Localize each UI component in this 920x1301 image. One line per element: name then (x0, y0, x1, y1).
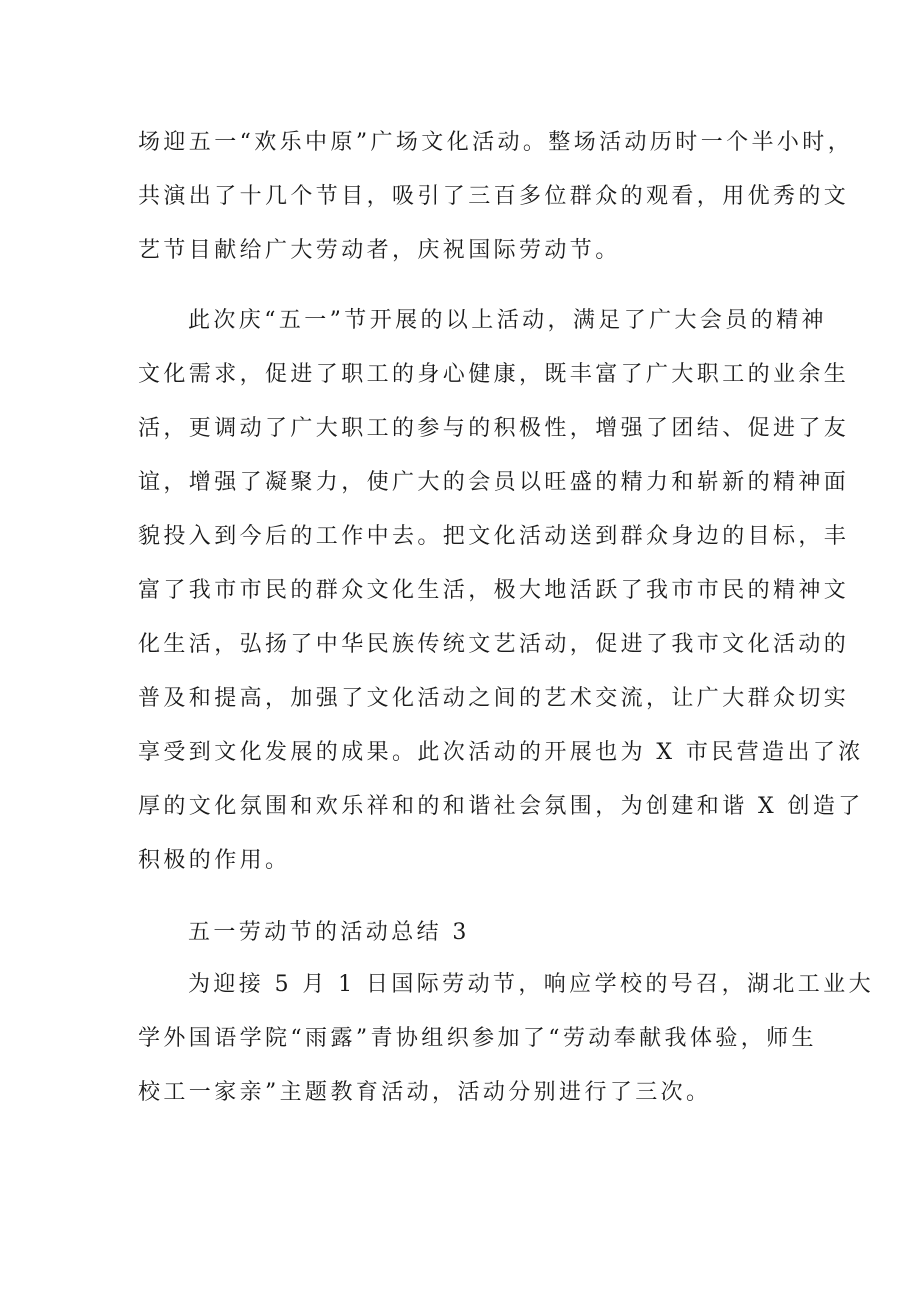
paragraph-1-line-2: 共演出了十几个节目，吸引了三百多位群众的观看，用优秀的文 (138, 184, 850, 209)
paragraph-2-line-1: 此次庆“五一”节开展的以上活动，满足了广大会员的精神 (188, 308, 827, 333)
paragraph-3-line-3: 校工一家亲”主题教育活动，活动分别进行了三次。 (138, 1080, 712, 1105)
paragraph-2-line-9: 享受到文化发展的成果。此次活动的开展也为 X 市民营造出了浓 (138, 740, 864, 765)
paragraph-2-line-3: 活，更调动了广大职工的参与的积极性，增强了团结、促进了友 (138, 416, 850, 441)
paragraph-3-line-2: 学外国语学院“雨露”青协组织参加了“劳动奉献我体验，师生 (138, 1026, 817, 1051)
paragraph-2-line-11: 积极的作用。 (138, 848, 291, 873)
paragraph-2-line-5: 貌投入到今后的工作中去。把文化活动送到群众身边的目标，丰 (138, 524, 850, 549)
paragraph-2-line-4: 谊，增强了凝聚力，使广大的会员以旺盛的精力和崭新的精神面 (138, 470, 850, 495)
section-heading: 五一劳动节的活动总结 3 (188, 920, 470, 945)
paragraph-2-line-2: 文化需求，促进了职工的身心健康，既丰富了广大职工的业余生 (138, 362, 850, 387)
paragraph-2-line-7: 化生活，弘扬了中华民族传统文艺活动，促进了我市文化活动的 (138, 632, 850, 657)
paragraph-2-line-6: 富了我市市民的群众文化生活，极大地活跃了我市市民的精神文 (138, 578, 850, 603)
paragraph-1-line-3: 艺节目献给广大劳动者，庆祝国际劳动节。 (138, 238, 621, 263)
paragraph-2-line-8: 普及和提高，加强了文化活动之间的艺术交流，让广大群众切实 (138, 686, 850, 711)
paragraph-3-line-1: 为迎接 5 月 1 日国际劳动节，响应学校的号召，湖北工业大 (188, 972, 874, 997)
paragraph-2-line-10: 厚的文化氛围和欢乐祥和的和谐社会氛围，为创建和谐 X 创造了 (138, 794, 864, 819)
paragraph-1-line-1: 场迎五一“欢乐中原”广场文化活动。整场活动历时一个半小时， (138, 130, 854, 155)
